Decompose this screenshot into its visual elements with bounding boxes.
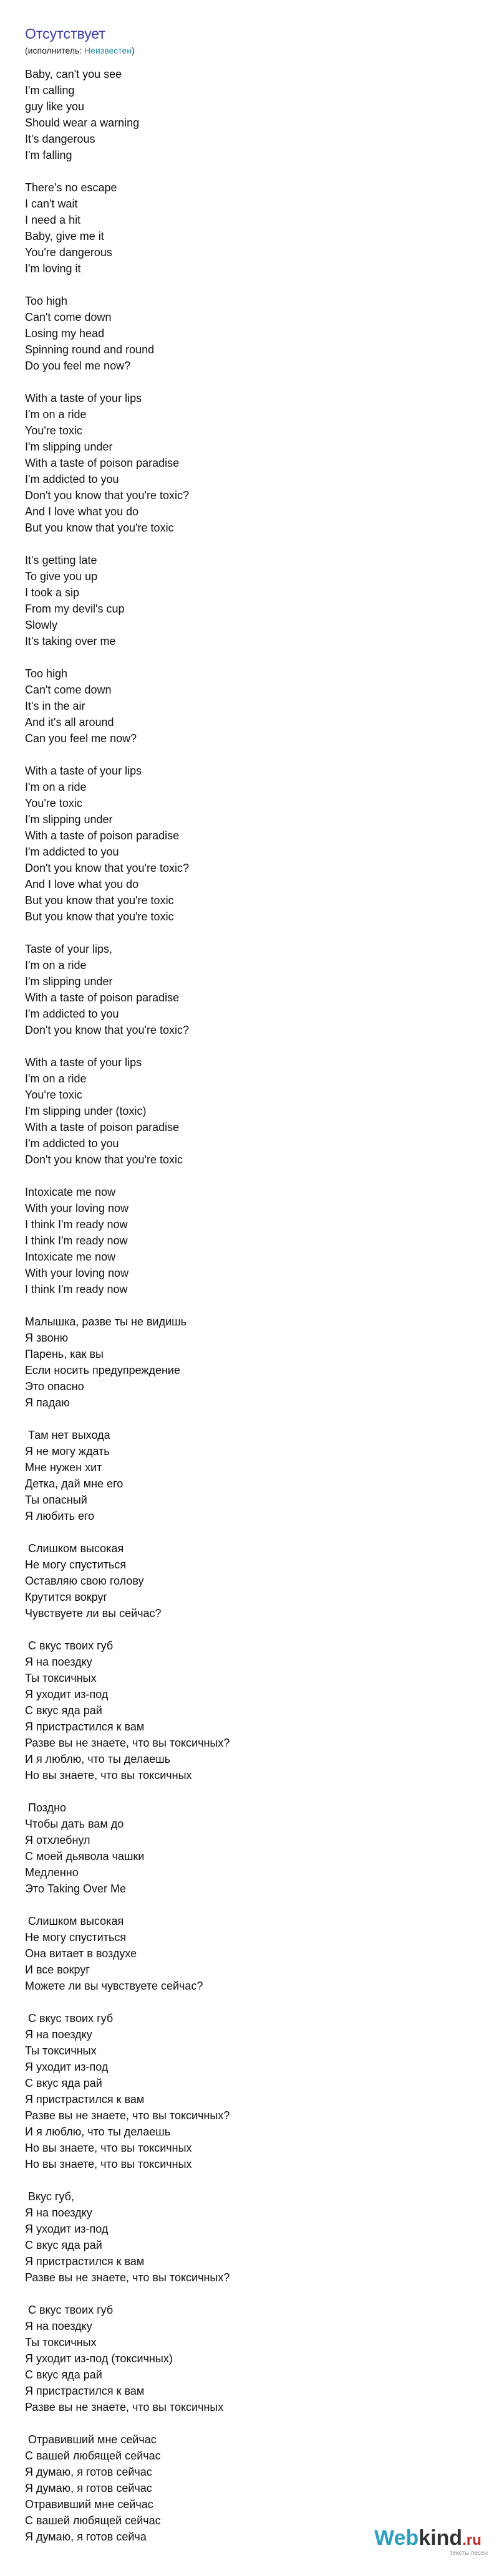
lyric-line: Don't you know that you're toxic? [25, 862, 190, 874]
lyric-line: With a taste of your lips [25, 392, 142, 404]
lyric-line: With a taste of poison paradise [25, 829, 180, 842]
lyric-line: Do you feel me now? [25, 360, 131, 372]
lyric-line: Детка, дай мне его [25, 1477, 124, 1490]
lyric-line: Я на поездку [25, 2028, 92, 2041]
logo-tld: .ru [462, 2532, 482, 2549]
logo-kind: kind [419, 2526, 463, 2550]
lyric-line: Отравивший мне сейчас [25, 2433, 157, 2446]
lyric-line: Can you feel me now? [25, 732, 137, 745]
logo-web: Web [374, 2526, 419, 2550]
lyric-line: From my devil's cup [25, 603, 125, 615]
lyric-line: Я звоню [25, 1332, 69, 1344]
lyric-line: You're toxic [25, 797, 82, 809]
performer-line [25, 45, 135, 56]
lyric-line: Я падаю [25, 1396, 70, 1409]
lyric-line: Малышка, разве ты не видишь [25, 1315, 187, 1328]
lyric-line: I'm slipping under (toxic) [25, 1105, 147, 1117]
lyric-stanza-break [25, 1297, 474, 1314]
lyric-line: I'm slipping under [25, 441, 113, 453]
lyric-line: Don't you know that you're toxic? [25, 1024, 190, 1036]
lyric-line: I'm addicted to you [25, 473, 119, 485]
lyric-line: I'm addicted to you [25, 1008, 119, 1020]
lyric-line: Но вы знаете, что вы токсичных [25, 2158, 192, 2170]
lyric-line: Мне нужен хит [25, 1461, 102, 1474]
lyric-stanza-break [25, 1783, 474, 1800]
performer-prefix: (исполнитель: [25, 45, 85, 55]
lyric-line: Там нет выхода [25, 1429, 110, 1441]
lyric-line: Я уходит из-под (токсичных) [25, 2352, 173, 2365]
lyric-stanza-break [25, 747, 474, 763]
lyric-line: С вкус яда рай [25, 2239, 102, 2251]
lyric-line: I'm calling [25, 84, 75, 97]
lyric-line: Baby, give me it [25, 230, 104, 242]
lyric-line: И я люблю, что ты делаешь [25, 1753, 171, 1765]
lyric-stanza-break [25, 2172, 474, 2188]
lyric-line: Парень, как вы [25, 1348, 104, 1360]
lyric-line: And it's all around [25, 716, 114, 728]
lyric-stanza-break [25, 1168, 474, 1184]
lyric-line: I'm slipping under [25, 813, 113, 826]
lyric-line: Чтобы дать вам до [25, 1818, 124, 1830]
logo-tagline: тексты песен [449, 2550, 488, 2557]
lyric-line: Ты токсичных [25, 1672, 97, 1684]
lyric-line: I'm addicted to you [25, 1137, 119, 1150]
lyric-line: Too high [25, 667, 68, 680]
lyric-line: Я уходит из-под [25, 1688, 109, 1701]
lyric-line: It's getting late [25, 554, 97, 566]
lyric-line: Taste of your lips, [25, 943, 113, 955]
lyric-line: Я уходит из-под [25, 2223, 109, 2235]
lyric-line: Я на поездку [25, 2206, 92, 2219]
lyric-line: Медленно [25, 1866, 79, 1879]
lyric-line: To give you up [25, 570, 98, 583]
lyric-line: You're dangerous [25, 246, 112, 259]
lyric-line: С вкус твоих губ [25, 2012, 114, 2025]
lyric-line: Ты токсичных [25, 2044, 97, 2057]
lyric-line: С моей дьявола чашки [25, 1850, 145, 1863]
lyric-line: I'm on a ride [25, 408, 87, 421]
lyric-line: But you know that you're toxic [25, 894, 174, 907]
lyric-line: Чувствуете ли вы сейчас? [25, 1607, 162, 1620]
lyric-line: Spinning round and round [25, 343, 155, 356]
lyric-line: Ты опасный [25, 1494, 87, 1506]
lyric-line: I'm addicted to you [25, 846, 119, 858]
lyric-line: С вашей любящей сейчас [25, 2450, 161, 2462]
lyric-line: But you know that you're toxic [25, 522, 174, 534]
lyric-line: Я думаю, я готов сейча [25, 2531, 147, 2543]
lyric-line: It's taking over me [25, 635, 116, 647]
lyric-line: Если носить предупреждение [25, 1364, 180, 1376]
lyric-line: Отравивший мне сейчас [25, 2498, 153, 2511]
lyric-line: Крутится вокруг [25, 1591, 108, 1603]
lyric-line: Я уходит из-под [25, 2061, 109, 2073]
lyric-line: I'm loving it [25, 262, 81, 275]
lyric-line: Я на поездку [25, 1656, 92, 1668]
lyric-line: Оставляю свою голову [25, 1575, 144, 1587]
performer-link[interactable]: Неизвестен [84, 45, 132, 55]
lyric-stanza-break [25, 374, 474, 390]
lyric-line: You're toxic [25, 1089, 82, 1101]
lyric-line: Я думаю, я готов сейчас [25, 2466, 152, 2478]
lyric-line: I need a hit [25, 214, 81, 226]
lyric-line: Разве вы не знаете, что вы токсичных? [25, 2109, 230, 2122]
lyric-line: С вкус твоих губ [25, 2304, 114, 2316]
lyric-line: С вкус яда рай [25, 1704, 102, 1717]
lyric-line: Слишком высокая [25, 1542, 124, 1555]
lyric-line: With a taste of your lips [25, 765, 142, 777]
lyric-line: Разве вы не знаете, что вы токсичных [25, 2401, 224, 2413]
lyric-line: I'm on a ride [25, 959, 87, 971]
lyric-line: Intoxicate me now [25, 1186, 116, 1198]
lyric-line: Это Taking Over Me [25, 1882, 127, 1895]
performer-suffix: ) [132, 45, 135, 55]
lyric-line: With a taste of poison paradise [25, 991, 180, 1004]
lyric-line: Не могу спуститься [25, 1558, 127, 1571]
lyric-stanza-break [25, 536, 474, 552]
lyric-line: С вкус яда рай [25, 2368, 102, 2381]
lyric-line: Ты токсичных [25, 2336, 97, 2349]
lyric-line: Don't you know that you're toxic? [25, 489, 190, 502]
lyric-line: Можете ли вы чувствуете сейчас? [25, 1980, 203, 1992]
lyric-line: Should wear a warning [25, 117, 140, 129]
lyric-stanza-break [25, 649, 474, 665]
lyric-line: I'm falling [25, 149, 72, 161]
lyric-line: I think I'm ready now [25, 1218, 128, 1231]
lyric-line: И все вокруг [25, 1963, 90, 1976]
lyric-line: Но вы знаете, что вы токсичных [25, 2142, 192, 2154]
lyric-line: С вашей любящей сейчас [25, 2514, 161, 2527]
lyric-stanza-break [25, 1038, 474, 1054]
lyric-line: Я пристрастился к вам [25, 2255, 145, 2268]
lyric-stanza-break [25, 1524, 474, 1540]
lyric-line: And I love what you do [25, 505, 139, 518]
lyric-stanza-break [25, 1994, 474, 2010]
lyric-line: С вкус твоих губ [25, 1639, 114, 1652]
lyric-line: There's no escape [25, 181, 117, 194]
lyric-line: И я люблю, что ты делаешь [25, 2125, 171, 2138]
lyric-stanza-break [25, 1621, 474, 1638]
lyric-line: I can't wait [25, 198, 78, 210]
lyric-line: Losing my head [25, 327, 105, 340]
lyric-line: Я на поездку [25, 2320, 92, 2332]
lyric-stanza-break [25, 163, 474, 179]
lyric-stanza-break [25, 277, 474, 293]
lyric-line: Но вы знаете, что вы токсичных [25, 1769, 192, 1782]
lyric-line: Я пристрастился к вам [25, 2385, 145, 2397]
lyric-line: With your loving now [25, 1202, 129, 1214]
lyric-line: С вкус яда рай [25, 2077, 102, 2089]
lyric-line: You're toxic [25, 424, 82, 437]
lyric-line: I'm on a ride [25, 781, 87, 793]
lyric-line: But you know that you're toxic [25, 910, 174, 923]
lyric-line: Это опасно [25, 1380, 84, 1393]
lyric-line: I think I'm ready now [25, 1283, 128, 1295]
lyric-line: Я пристрастился к вам [25, 1720, 145, 1733]
lyric-line: Я думаю, я готов сейчас [25, 2482, 152, 2494]
lyric-line: Too high [25, 295, 68, 307]
lyric-line: Я любить его [25, 1510, 95, 1522]
lyric-line: With a taste of poison paradise [25, 1121, 180, 1133]
lyric-line: Слишком высокая [25, 1915, 124, 1927]
lyric-line: With a taste of poison paradise [25, 457, 180, 469]
lyric-stanza-break [25, 925, 474, 941]
lyric-stanza-break [25, 1897, 474, 1913]
lyric-line: Поздно [25, 1801, 67, 1814]
lyric-line: Я не могу ждать [25, 1445, 110, 1457]
lyric-line: Can't come down [25, 684, 112, 696]
lyric-line: Baby, can't you see [25, 68, 122, 80]
lyric-line: It's dangerous [25, 133, 95, 145]
lyrics-body [25, 66, 474, 2545]
lyric-stanza-break [25, 2286, 474, 2302]
lyric-line: With a taste of your lips [25, 1056, 142, 1069]
lyric-stanza-break [25, 1411, 474, 1427]
lyric-line: guy like you [25, 100, 85, 113]
lyric-line: And I love what you do [25, 878, 139, 890]
lyric-line: Разве вы не знаете, что вы токсичных? [25, 1737, 230, 1749]
webkind-logo[interactable] [374, 2525, 490, 2559]
lyric-line: I'm on a ride [25, 1072, 87, 1085]
lyric-line: I'm slipping under [25, 975, 113, 988]
lyric-line: Не могу спуститься [25, 1931, 127, 1944]
lyric-line: Вкус губ, [25, 2190, 74, 2203]
lyric-stanza-break [25, 2415, 474, 2431]
lyric-line: Разве вы не знаете, что вы токсичных? [25, 2271, 230, 2284]
lyric-line: It's in the air [25, 700, 85, 712]
lyric-line: Я отхлебнул [25, 1834, 90, 1846]
lyric-line: I took a sip [25, 586, 80, 599]
lyric-line: Slowly [25, 619, 58, 631]
lyric-line: Я пристрастился к вам [25, 2093, 145, 2106]
lyric-line: I think I'm ready now [25, 1234, 128, 1247]
song-title: Отсутствует [25, 26, 105, 42]
lyric-line: Can't come down [25, 311, 112, 323]
lyric-line: Don't you know that you're toxic [25, 1153, 183, 1166]
lyric-line: Intoxicate me now [25, 1251, 116, 1263]
lyric-line: Она витает в воздухе [25, 1947, 137, 1960]
lyric-line: With your loving now [25, 1267, 129, 1279]
